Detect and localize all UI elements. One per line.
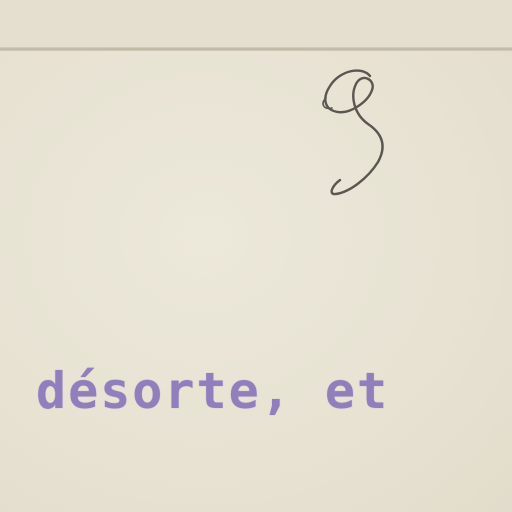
background-page-strip <box>0 0 512 50</box>
typed-text-line: désorte, et <box>36 362 390 420</box>
handwritten-page-number <box>310 58 400 208</box>
typed-text-line-partial <box>40 486 136 512</box>
document-page <box>0 51 512 512</box>
